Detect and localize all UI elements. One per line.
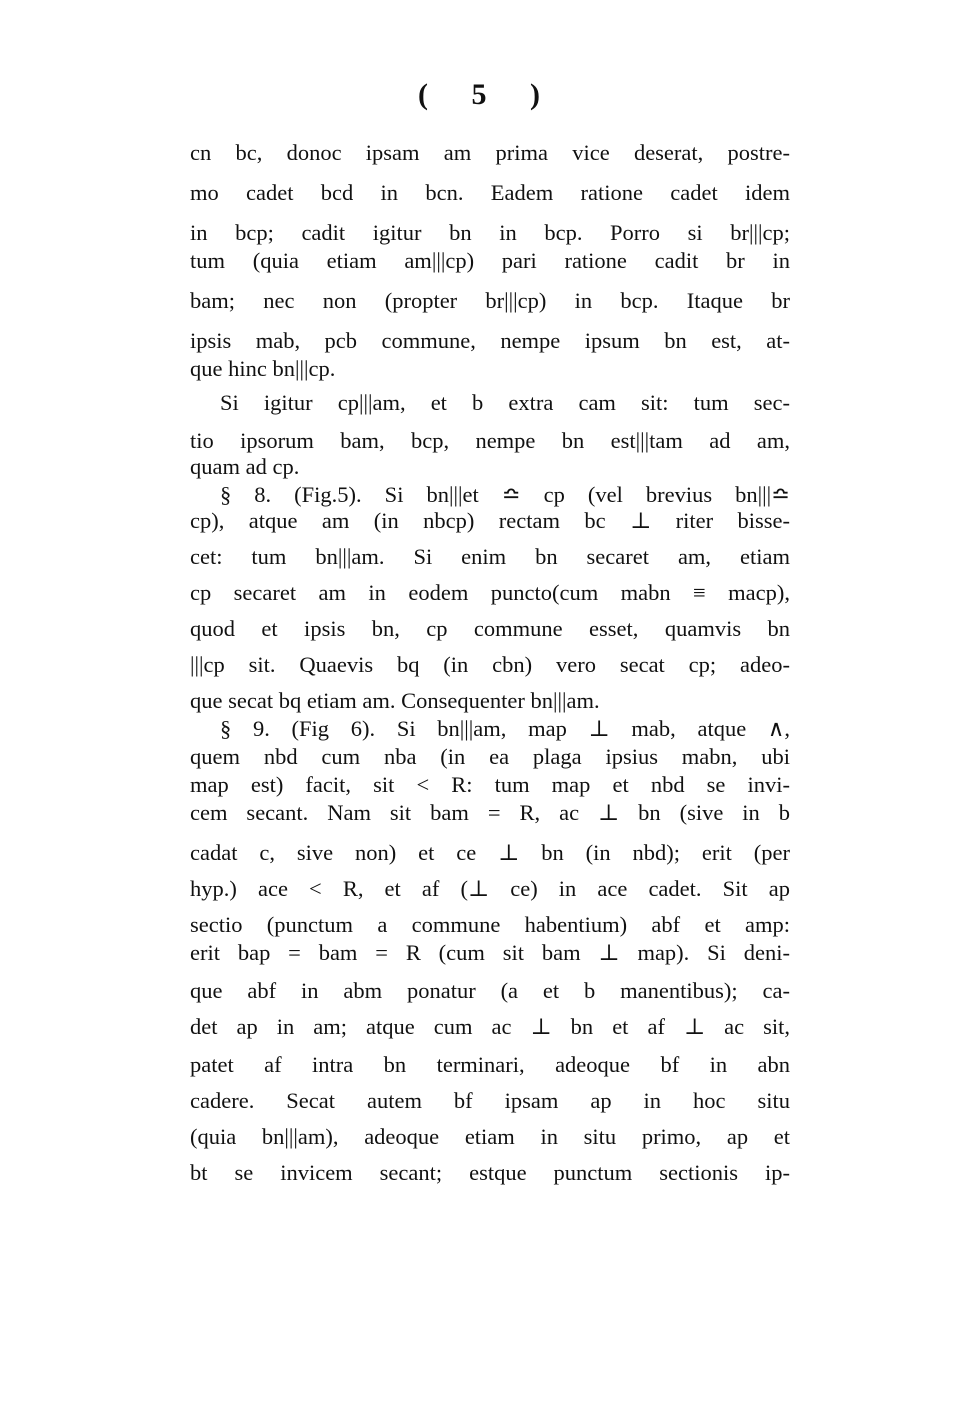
- text-line: quem nbd cum nba (in ea plaga ipsius mabn, ubi: [190, 744, 790, 769]
- page-number: ( 5 ): [418, 78, 558, 111]
- text-line: det ap in am; atque cum ac ⊥ bn et af ⊥ ac sit,: [190, 1014, 790, 1039]
- text-line: tio ipsorum bam, bcp, nempe bn est|||tam ad am,: [190, 428, 790, 453]
- text-line: Si igitur cp|||am, et b extra cam sit: tum sec-: [220, 390, 790, 415]
- text-line: ipsis mab, pcb commune, nempe ipsum bn est, at-: [190, 328, 790, 353]
- text-line: cet: tum bn|||am. Si enim bn secaret am, etiam: [190, 544, 790, 569]
- text-line: sectio (punctum a commune habentium) abf et amp:: [190, 912, 790, 937]
- text-line: in bcp; cadit igitur bn in bcp. Porro si br|||cp;: [190, 220, 790, 245]
- text-line: § 8. (Fig.5). Si bn|||et ≏ cp (vel brevius bn|||≏: [220, 482, 790, 507]
- text-line: bam; nec non (propter br|||cp) in bcp. Itaque br: [190, 288, 790, 313]
- text-line: patet af intra bn terminari, adeoque bf in abn: [190, 1052, 790, 1077]
- text-line: cadere. Secat autem bf ipsam ap in hoc situ: [190, 1088, 790, 1113]
- text-line: que hinc bn|||cp.: [190, 356, 336, 381]
- text-line: cp), atque am (in nbcp) rectam bc ⊥ riter bisse-: [190, 508, 790, 533]
- text-line: que secat bq etiam am. Consequenter bn|||am.: [190, 688, 600, 713]
- text-line: quod et ipsis bn, cp commune esset, quamvis bn: [190, 616, 790, 641]
- text-line: cn bc, donoc ipsam am prima vice deserat, postre-: [190, 140, 790, 165]
- text-line: bt se invicem secant; estque punctum sectionis ip-: [190, 1160, 790, 1185]
- text-line: tum (quia etiam am|||cp) pari ratione cadit br in: [190, 248, 790, 273]
- text-line: erit bap = bam = R (cum sit bam ⊥ map). Si deni-: [190, 940, 790, 965]
- text-line: cp secaret am in eodem puncto(cum mabn ≡ macp),: [190, 580, 790, 605]
- text-line: quam ad cp.: [190, 454, 300, 479]
- text-line: que abf in abm ponatur (a et b manentibus); ca-: [190, 978, 790, 1003]
- text-line: cadat c, sive non) et ce ⊥ bn (in nbd); erit (per: [190, 840, 790, 865]
- text-line: (quia bn|||am), adeoque etiam in situ primo, ap et: [190, 1124, 790, 1149]
- text-line: mo cadet bcd in bcn. Eadem ratione cadet idem: [190, 180, 790, 205]
- text-line: |||cp sit. Quaevis bq (in cbn) vero secat cp; adeo-: [190, 652, 790, 677]
- text-line: hyp.) ace < R, et af (⊥ ce) in ace cadet. Sit ap: [190, 876, 790, 901]
- text-line: cem secant. Nam sit bam = R, ac ⊥ bn (sive in b: [190, 800, 790, 825]
- text-line: § 9. (Fig 6). Si bn|||am, map ⊥ mab, atque ∧,: [220, 716, 790, 741]
- text-line: map est) facit, sit < R: tum map et nbd se invi-: [190, 772, 790, 797]
